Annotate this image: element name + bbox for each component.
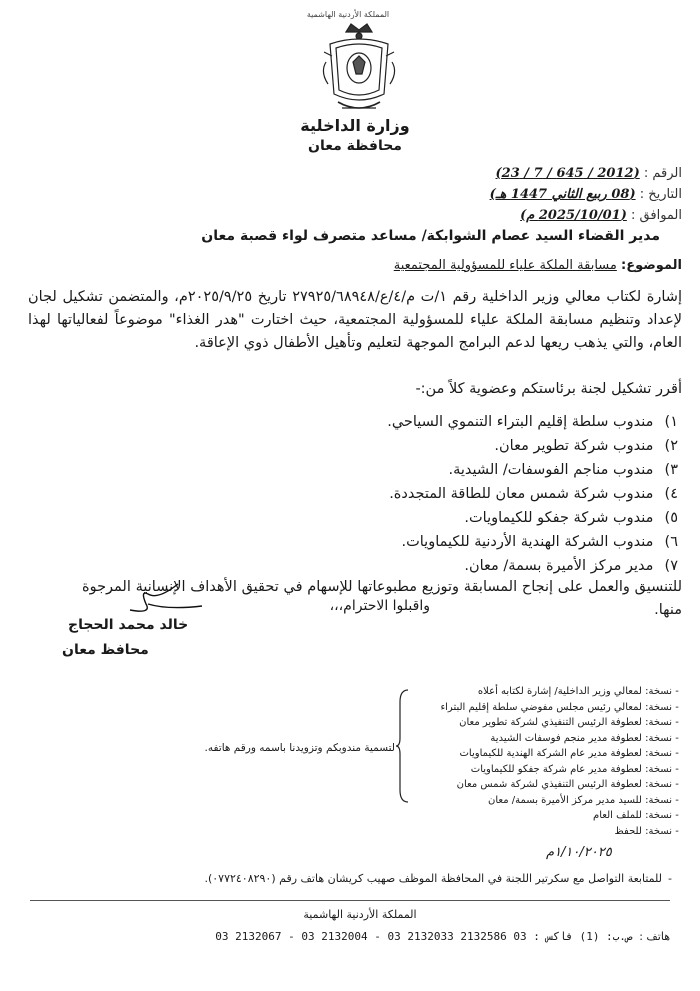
brace-icon (396, 688, 410, 804)
subject-value: مسابقة الملكة علياء للمسؤولية المجتمعية (393, 258, 617, 273)
list-item: ٤) مندوب شركة شمس معان للطاقة المتجددة. (389, 486, 678, 502)
footer-phones-label: هاتف : (639, 930, 670, 943)
list-item: ٣) مندوب مناجم الفوسفات/ الشيدية. (448, 462, 678, 478)
footer-divider (30, 900, 670, 901)
list-item: -نسخة: للملف العام (593, 810, 679, 821)
list-item: ٥) مندوب شركة جفكو للكيماويات. (464, 510, 678, 526)
emblem-caption: المملكة الأردنية الهاشمية (306, 10, 390, 19)
subject-line (394, 258, 682, 273)
hijri-date (490, 187, 682, 202)
reference-number (496, 166, 682, 181)
regards-line: واقبلوا الاحترام،،، (329, 598, 430, 614)
governorate-name: محافظة معان (308, 138, 402, 154)
gregorian-date (520, 208, 682, 223)
handwritten-date: ١/١٠/٢٠٢٥م (546, 845, 612, 860)
reference-number-value: (2012 / 645 / 7 / 23) (495, 166, 640, 181)
gregorian-date-label: الموافق : (631, 208, 682, 223)
hijri-date-label: التاريخ : (639, 187, 682, 202)
signature-icon (118, 580, 208, 620)
signer-name: خالد محمد الحجاج (68, 617, 189, 633)
copies-list (382, 684, 682, 839)
gregorian-date-value: (2025/10/01 م) (520, 208, 627, 223)
footer-phones-value: 03 2132067 - 03 2132004 - 03 2132033 ص.ب: (1) فاكس : 03 2132586 (215, 930, 633, 943)
list-item: -نسخة: لمعالي رئيس مجلس مفوضي سلطة إقليم البتراء (440, 701, 679, 713)
list-item: ٧) مدير مركز الأميرة بسمة/ معان. (464, 558, 678, 574)
list-item: ٦) مندوب الشركة الهندية الأردنية للكيماويات. (401, 534, 678, 550)
reference-number-label: الرقم : (643, 166, 682, 181)
signer-title: محافظ معان (62, 642, 149, 658)
copies-note: لتسمية مندوبكم وتزويدنا باسمه ورقم هاتفه. (204, 742, 395, 754)
list-item: -نسخة: لمعالي وزير الداخلية/ إشارة لكتابه أعلاه (477, 686, 679, 697)
royal-crest-icon (318, 22, 400, 118)
body-paragraph: إشارة لكتاب معالي وزير الداخلية رقم ١/ت م/٤/ع/٢٧٩٢٥/٦٨٩٤٨ تاريخ ٢٠٢٥/٩/٢٥م، والمتضمن تشكيل لجان لإعداد وتنظيم مسابقة الملكة علياء للمسؤولية المجتمعية، حيث اختارت "هدر الغذاء" موضوعاً لفعالياتها لهذا العام، والتي يذهب ريعها لدعم البرامج الموجهة لتعليم وتأهيل الأطفال ذوي الإعاقة. (28, 289, 682, 351)
footer-phones (215, 930, 670, 943)
list-item: ١) مندوب سلطة إقليم البتراء التنموي السياحي. (387, 414, 678, 430)
ministry-name: وزارة الداخلية (300, 116, 410, 135)
list-item: -نسخة: لعطوفة الرئيس التنفيذي لشركة تطوير معان (459, 717, 679, 728)
closing-paragraph: للتنسيق والعمل على إنجاح المسابقة وتوزيع مطبوعاتها للإسهام في تحقيق الأهداف الإنسانية المرجوة منها. (82, 579, 682, 618)
subject-label: الموضوع: (621, 258, 682, 273)
list-item: -نسخة: للسيد مدير مركز الأميرة بسمة/ معان (488, 794, 679, 806)
list-item: -نسخة: لعطوفة مدير منجم فوسفات الشيدية (490, 732, 679, 744)
footer-country: المملكة الأردنية الهاشمية (303, 908, 417, 921)
list-item: -نسخة: للحفظ (614, 825, 679, 837)
hijri-date-value: (08 ربيع الثاني 1447 هـ) (489, 187, 636, 202)
list-item: -نسخة: لعطوفة الرئيس التنفيذي لشركة شمس معان (456, 779, 679, 790)
list-item: ٢) مندوب شركة تطوير معان. (494, 438, 678, 454)
followup-contact: -للمتابعة التواصل مع سكرتير اللجنة في المحافظة الموظف صهيب كريشان هاتف رقم (٠٧٧٢٤٠٨٢٩٠). (204, 872, 672, 885)
addressee: مدير القضاء السيد عصام الشوابكة/ مساعد متصرف لواء قصبة معان (201, 228, 660, 244)
committee-intro: أقرر تشكيل لجنة برئاستكم وعضوية كلاً من:- (415, 381, 682, 397)
list-item: -نسخة: لعطوفة مدير عام الشركة الهندية للكيماويات (459, 748, 679, 759)
list-item: -نسخة: لعطوفة مدير عام شركة جفكو للكيماويات (470, 763, 679, 775)
